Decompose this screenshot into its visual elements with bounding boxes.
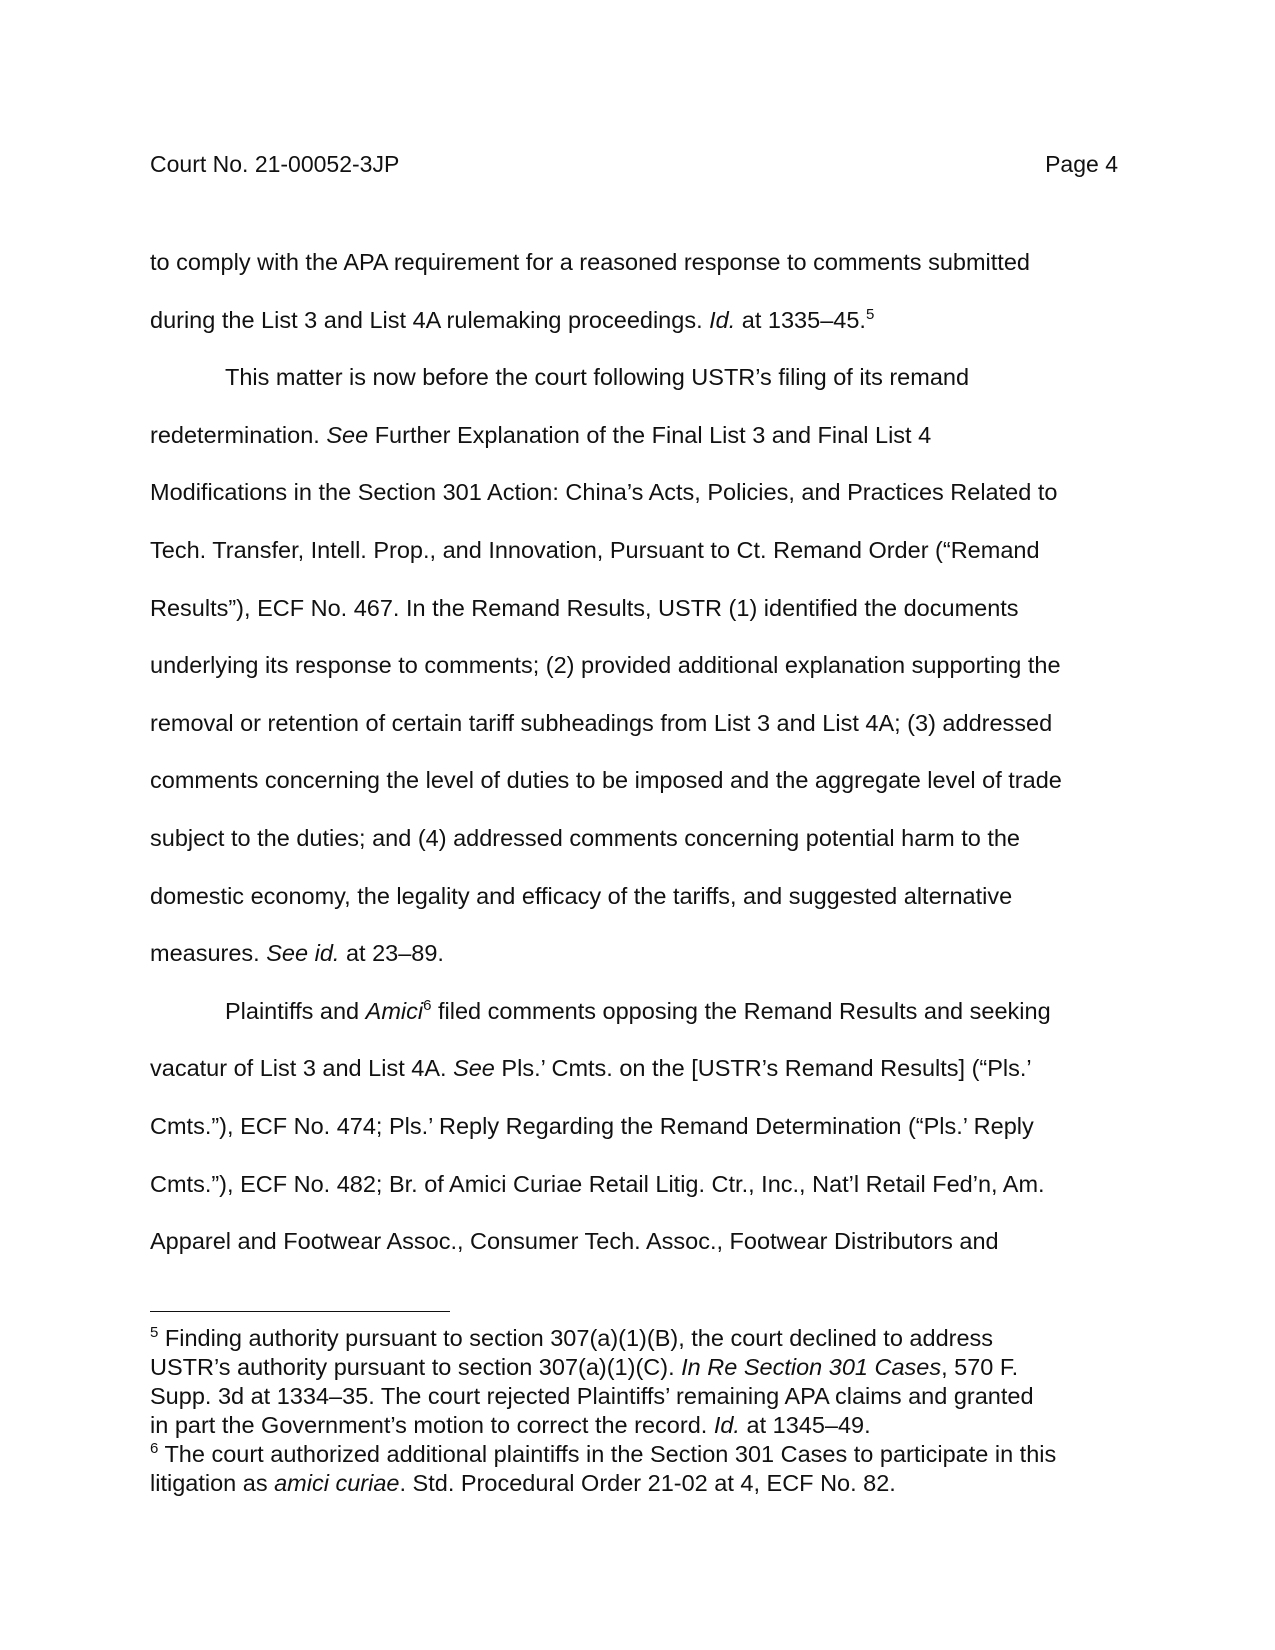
text-run: to comply with the APA requirement for a reasoned response to comments submitted — [150, 249, 1030, 275]
body-line — [150, 983, 1130, 1041]
body-line — [150, 1040, 1130, 1098]
amici-curiae-term: amici curiae — [274, 1470, 400, 1496]
amici-term: Amici — [365, 997, 424, 1024]
text-run: Plaintiffs and — [225, 997, 366, 1024]
signal-see: See — [453, 1055, 495, 1082]
text-run: Cmts.”), ECF No. 474; Pls.’ Reply Regarding the Remand Determination (“Pls.’ Reply — [150, 1112, 1034, 1139]
footnote-5-line — [150, 1382, 1130, 1411]
text-run: underlying its response to comments; (2) provided additional explanation supporting the — [150, 652, 1061, 679]
text-run: Cmts.”), ECF No. 482; Br. of Amici Curiae Retail Litig. Ctr., Inc., Nat’l Retail Fed’n, Am. — [150, 1170, 1045, 1197]
text-run: Modifications in the Section 301 Action: China’s Acts, Policies, and Practices Related to — [150, 479, 1058, 506]
body-line — [150, 1098, 1130, 1156]
citation-id: Id. — [713, 1412, 740, 1438]
citation-id: Id. — [709, 306, 736, 333]
body-line — [150, 349, 1130, 407]
case-name: In Re Section 301 Cases — [681, 1354, 942, 1380]
text-run: litigation as — [150, 1470, 275, 1496]
footnote-number-5: 5 — [150, 1324, 159, 1342]
text-run: during the List 3 and List 4A rulemaking proceedings. — [150, 306, 710, 333]
body-line — [150, 580, 1130, 638]
text-run: The court authorized additional plaintiffs in the Section 301 Cases to participate in this — [158, 1441, 1057, 1467]
body-line — [150, 522, 1130, 580]
text-run: comments concerning the level of duties to be imposed and the aggregate level of trade — [150, 767, 1062, 794]
text-run: USTR’s authority pursuant to section 307(a)(1)(C). — [150, 1354, 682, 1380]
signal-see-id: See id. — [266, 940, 340, 967]
text-run: in part the Government’s motion to correct the record. — [150, 1412, 714, 1438]
footnote-ref-5[interactable]: 5 — [865, 305, 875, 323]
text-run: Further Explanation of the Final List 3 and Final List 4 — [368, 421, 932, 448]
text-run: subject to the duties; and (4) addressed comments concerning potential harm to the — [150, 824, 1020, 851]
signal-see: See — [326, 421, 369, 448]
body-line — [150, 1213, 1130, 1271]
text-run: This matter is now before the court following USTR’s filing of its remand — [225, 364, 970, 391]
body-line — [150, 868, 1130, 926]
text-run: at 23–89. — [339, 940, 444, 967]
footnote-separator — [150, 1311, 450, 1312]
text-run: filed comments opposing the Remand Results and seeking — [431, 997, 1051, 1024]
body-line — [150, 637, 1130, 695]
body-line — [150, 407, 1130, 465]
text-run: Results”), ECF No. 467. In the Remand Results, USTR (1) identified the documents — [150, 594, 1019, 621]
page-number: Page 4 — [1045, 151, 1118, 177]
text-run: Tech. Transfer, Intell. Prop., and Innovation, Pursuant to Ct. Remand Order (“Remand — [150, 536, 1040, 563]
footnote-6-line — [150, 1440, 1130, 1469]
body-line — [150, 292, 1130, 350]
text-run: , 570 F. — [941, 1354, 1019, 1380]
body-line — [150, 695, 1130, 753]
footnote-5-line — [150, 1324, 1130, 1353]
text-run: . Std. Procedural Order 21-02 at 4, ECF No. 82. — [399, 1470, 896, 1496]
footnotes — [150, 1324, 1130, 1498]
court-number: Court No. 21-00052-3JP — [150, 151, 400, 177]
footnote-5-line — [150, 1353, 1130, 1382]
body-line — [150, 464, 1130, 522]
body-text — [150, 234, 1130, 1271]
body-line — [150, 810, 1130, 868]
text-run: at 1345–49. — [739, 1412, 871, 1438]
body-line — [150, 234, 1130, 292]
text-run: Supp. 3d at 1334–35. The court rejected Plaintiffs’ remaining APA claims and granted — [150, 1383, 1034, 1409]
text-run: Pls.’ Cmts. on the [USTR’s Remand Results] (“Pls.’ — [494, 1055, 1032, 1082]
text-run: at 1335–45. — [735, 306, 866, 333]
text-run: measures. — [150, 940, 267, 967]
text-run: removal or retention of certain tariff subheadings from List 3 and List 4A; (3) addressed — [150, 709, 1053, 736]
body-line — [150, 1156, 1130, 1214]
body-line — [150, 752, 1130, 810]
footnote-ref-6[interactable]: 6 — [423, 996, 432, 1014]
body-line — [150, 925, 1130, 983]
text-run: domestic economy, the legality and efficacy of the tariffs, and suggested alternative — [150, 882, 1013, 909]
footnote-6-line — [150, 1469, 1130, 1498]
text-run: Apparel and Footwear Assoc., Consumer Tech. Assoc., Footwear Distributors and — [150, 1228, 999, 1255]
text-run: vacatur of List 3 and List 4A. — [150, 1055, 454, 1082]
text-run: redetermination. — [150, 421, 327, 448]
text-run: Finding authority pursuant to section 307(a)(1)(B), the court declined to address — [158, 1325, 994, 1351]
footnote-5-line — [150, 1411, 1130, 1440]
footnote-number-6: 6 — [150, 1440, 159, 1458]
